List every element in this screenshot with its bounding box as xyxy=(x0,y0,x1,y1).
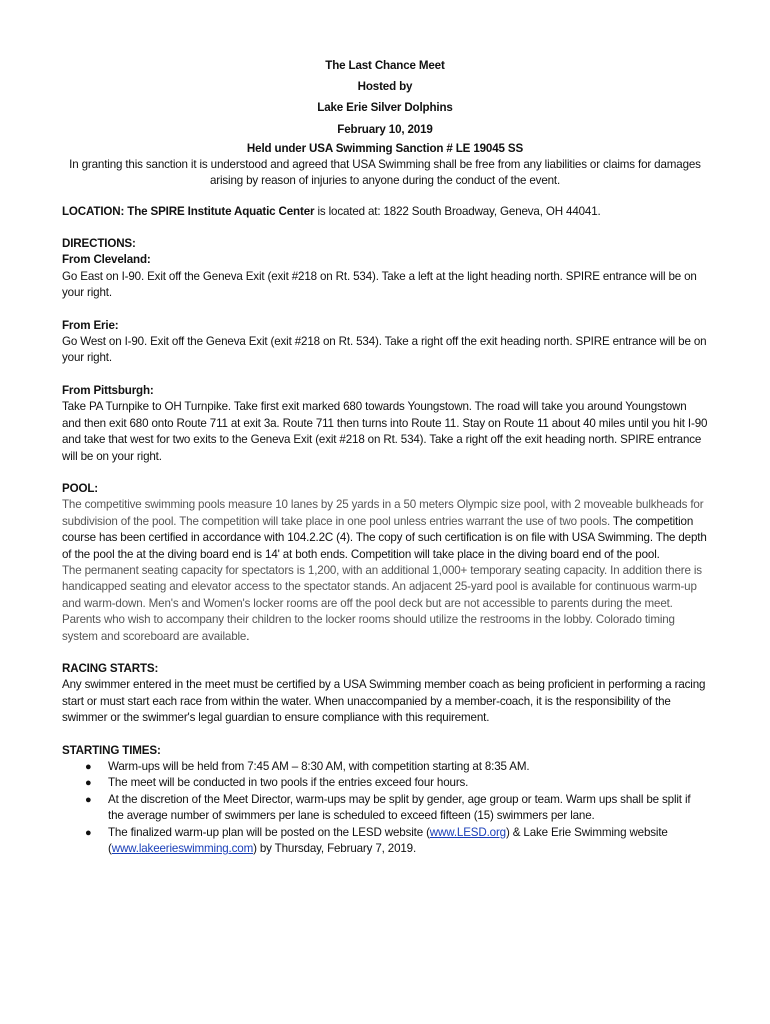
list-item-text: The meet will be conducted in two pools if the entries exceed four hours. xyxy=(108,776,469,790)
from-pittsburgh-block xyxy=(62,383,708,465)
warmup-plan-text-after: ) by Thursday, February 7, 2019. xyxy=(253,842,417,856)
pool-section xyxy=(62,481,708,645)
warmup-plan-text-middle: ) & Lake Erie Swimming website ( xyxy=(108,825,668,856)
from-pittsburgh-label: From Pittsburgh: xyxy=(62,383,154,397)
starting-times-title: STARTING TIMES: xyxy=(62,743,161,757)
warmup-plan-text-before: The finalized warm-up plan will be posted on the LESD website ( xyxy=(108,825,430,839)
from-erie-label: From Erie: xyxy=(62,318,119,332)
pool-p1-gray-text: The competitive swimming pools measure 10 lanes by 25 yards in a 50 meters Olympic size pool, with 2 moveable bulkheads for subdivision of the pool. The competition will take place in one pool unless entries warrant the use of two pools. xyxy=(62,498,704,528)
racing-starts-title: RACING STARTS: xyxy=(62,661,159,675)
from-cleveland-label: From Cleveland: xyxy=(62,253,151,267)
from-cleveland-text: Go East on I-90. Exit off the Geneva Exit (exit #218 on Rt. 534). Take a left at the light heading north. SPIRE entrance will be on your right. xyxy=(62,269,697,300)
pool-paragraph-2 xyxy=(62,563,708,645)
pool-p2-gray-text: The permanent seating capacity for spectators is 1,200, with an additional 1,000+ temporary seating capacity. In addition there is handicapped seating and elevator access to the spectator stands. An adjacent 25-yard pool is available for continuous warm-up and warm-down. Men's and Women's locker rooms are off the pool deck but are not accessible to parents during the meet. Parents who wish to accompany their children to the locker rooms should utilize the restrooms in the lobby. Colorado timing system and scoreboard are available xyxy=(62,563,702,643)
bullet-icon: ● xyxy=(85,793,92,806)
pool-p1-dark-text: The competition course has been certified in accordance with 104.2.2C (4). The copy of such certification is on file with USA Swimming. The depth of the pool the at the diving board end is 14' at both ends. Competition will take place in the diving board end of the pool. xyxy=(62,514,707,561)
directions-title: DIRECTIONS: xyxy=(62,237,136,251)
meet-header xyxy=(62,55,708,190)
lesd-website-link[interactable]: www.LESD.org xyxy=(429,825,506,839)
location-venue: The SPIRE Institute Aquatic Center xyxy=(127,204,315,218)
list-item xyxy=(85,825,708,858)
bullet-icon: ● xyxy=(85,826,92,839)
location-section xyxy=(62,204,708,220)
directions-section xyxy=(62,236,708,465)
list-item xyxy=(85,759,708,775)
from-erie-text: Go West on I-90. Exit off the Geneva Exit (exit #218 on Rt. 534). Take a right off the exit heading north. SPIRE entrance will be on your right. xyxy=(62,335,707,365)
racing-starts-text: Any swimmer entered in the meet must be certified by a USA Swimming member coach as being proficient in performing a racing start or must start each race from within the water. When unaccompanied by a member-coach, it is the responsibility of the swimmer or the swimmer's legal guardian to ensure compliance with this requirement. xyxy=(62,678,706,725)
list-item xyxy=(85,792,708,825)
list-item-text: Warm-ups will be held from 7:45 AM – 8:30 AM, with competition starting at 8:35 AM. xyxy=(108,760,530,773)
starting-times-section xyxy=(62,743,708,858)
bullet-icon: ● xyxy=(85,777,92,790)
host-team: Lake Erie Silver Dolphins xyxy=(317,101,453,115)
pool-p2-end: . xyxy=(246,629,250,643)
racing-starts-section xyxy=(62,661,708,727)
list-item xyxy=(85,775,708,791)
hosted-by-label: Hosted by xyxy=(357,80,413,94)
list-item-text: At the discretion of the Meet Director, warm-ups may be split by gender, age group or team. Warm ups shall be split if the average number of swimmers per lane is scheduled to exceed fifteen (15) swimmers per lane. xyxy=(108,792,691,823)
from-erie-block xyxy=(62,318,708,367)
sanction-disclaimer: In granting this sanction it is understood and agreed that USA Swimming shall be free from any liabilities or claims for damages arising by reason of injuries to anyone during the conduct of the event. xyxy=(69,157,701,188)
lake-erie-swimming-link[interactable]: www.lakeerieswimming.com xyxy=(111,842,254,856)
location-address: is located at: 1822 South Broadway, Geneva, OH 44041. xyxy=(314,204,601,218)
meet-title: The Last Chance Meet xyxy=(325,59,445,72)
meet-date: February 10, 2019 xyxy=(337,122,433,136)
from-pittsburgh-text: Take PA Turnpike to OH Turnpike. Take first exit marked 680 towards Youngstown. The road will take you around Youngstown and then exit 680 onto Route 711 at exit 3a. Route 711 then turns into Route 11. Stay on Route 11 about 40 miles until you hit I-90 and take that west for two exits to the Geneva Exit (exit #218 on Rt. 534). Take a right off the exit heading north. SPIRE entrance will be on your right. xyxy=(62,400,708,463)
sanction-number: Held under USA Swimming Sanction # LE 19045 SS xyxy=(246,141,524,155)
pool-paragraph-1 xyxy=(62,497,708,563)
bullet-icon: ● xyxy=(85,761,92,773)
starting-times-list xyxy=(62,759,708,857)
location-label: LOCATION: xyxy=(62,204,125,218)
pool-title: POOL: xyxy=(62,481,98,495)
